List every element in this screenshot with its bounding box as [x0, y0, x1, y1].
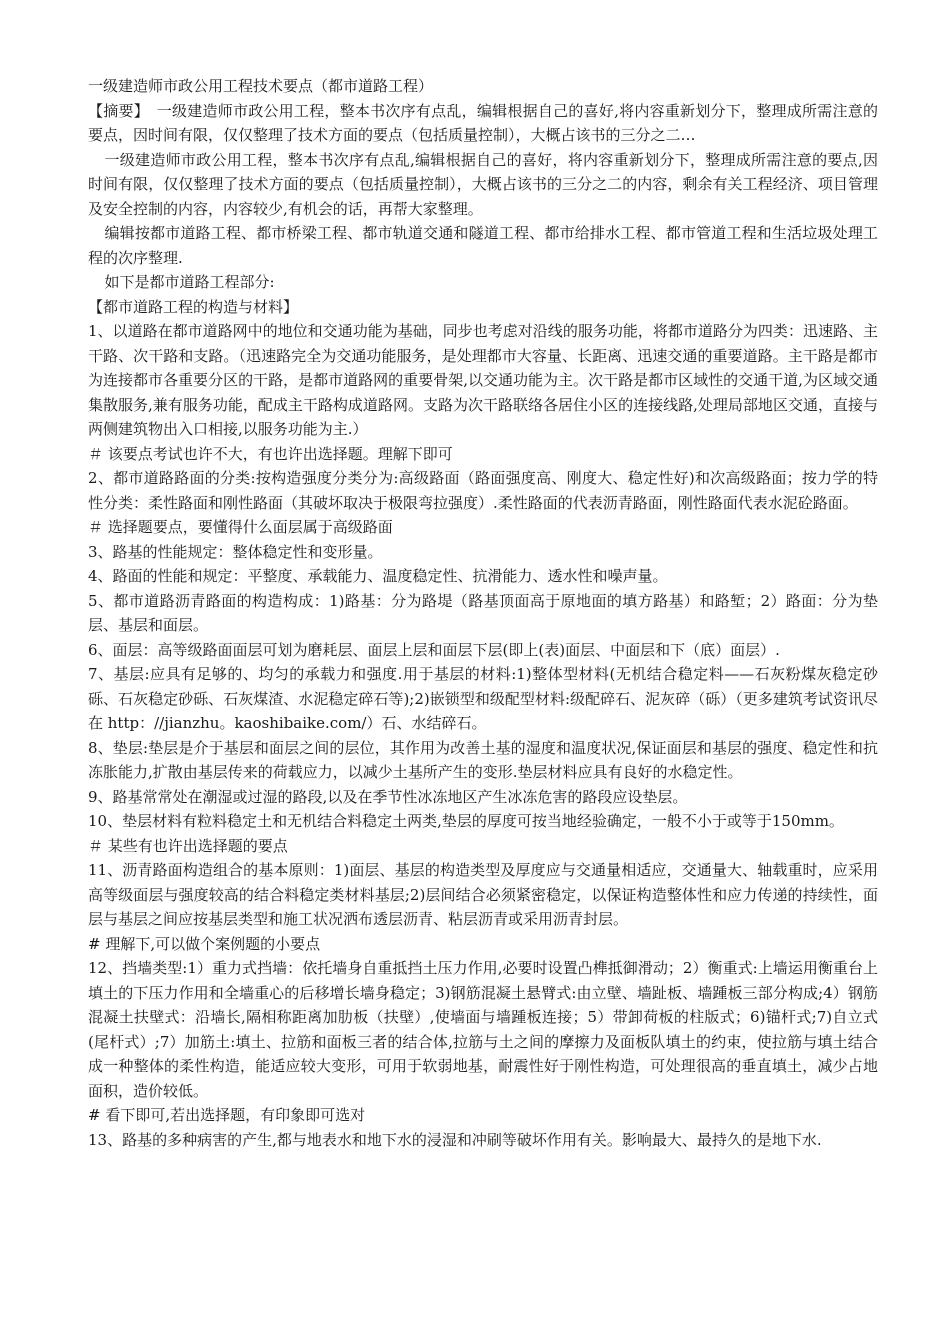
section-heading: 【都市道路工程的构造与材料】 [88, 297, 299, 316]
point-5: 5、都市道路沥青路面的构造构成：1)路基：分为路堤（路基顶面高于原地面的填方路基）和路堑；2）路面：分为垫层、基层和面层。 [88, 591, 878, 634]
point-6: 6、面层：高等级路面面层可划为磨耗层、面层上层和面层下层(即上(表)面层、中面层和下（底）面层）. [88, 640, 780, 659]
note-3: ＃ 某些有也许出选择题的要点 [88, 836, 288, 855]
section-intro: 如下是都市道路工程部分: [104, 273, 275, 291]
point-11: 11、沥青路面构造组合的基本原则：1)面层、基层的构造类型及厚度应与交通量相适应，交通量大、轴载重时，应采用高等级面层与强度较高的结合料稳定类材料基层;2)层间结合必须紧密稳定，以保证构造整体性和应力传递的持续性，面层与基层之间应按基层类型和施工状况洒布透层沥青、粘层沥青或采用沥青封层。 [88, 861, 878, 928]
point-1: 1、以道路在都市道路网中的地位和交通功能为基础，同步也考虑对沿线的服务功能，将都市道路分为四类：迅速路、主干路、次干路和支路。（迅速路完全为交通功能服务，是处理都市大容量、长距离、迅速交通的重要道路。主干路是都市为连接都市各重要分区的干路，是都市道路网的重要骨架,以交通功能为主。次干路是都市区域性的交通干道,为区域交通集散服务,兼有服务功能，配成主干路构成道路网。支路为次干路联络各居住小区的连接线路,处理局部地区交通，直接与两侧建筑物出入口相接,以服务功能为主.） [88, 322, 878, 438]
note-1: ＃ 该要点考试也许不大，有也许出选择题。理解下即可 [88, 444, 453, 463]
order-paragraph: 编辑按都市道路工程、都市桥梁工程、都市轨道交通和隧道工程、都市给排水工程、都市管道工程和生活垃圾处理工程的次序整理. [88, 224, 878, 267]
point-9: 9、路基常常处在潮湿或过湿的路段,以及在季节性冰冻地区产生冰冻危害的路段应设垫层。 [88, 787, 688, 806]
point-13: 13、路基的多种病害的产生,都与地表水和地下水的浸湿和冲刷等破坏作用有关。影响最大、最持久的是地下水. [88, 1130, 822, 1149]
point-3: 3、路基的性能规定：整体稳定性和变形量。 [88, 542, 383, 561]
note-2: ＃ 选择题要点，要懂得什么面层属于高级路面 [88, 518, 393, 536]
note-5: # 看下即可,若出选择题，有印象即可选对 [88, 1106, 366, 1124]
point-12: 12、挡墙类型:1）重力式挡墙：依托墙身自重抵挡土压力作用,必要时设置凸榫抵御滑动；2）衡重式:上墙运用衡重台上填土的下压力作用和全墙重心的后移增长墙身稳定；3)钢筋混凝土悬臂式:由立壁、墙趾板、墙踵板三部分构成;4）钢筋混凝土扶壁式：沿墙长,隔相称距离加肋板（扶壁）,使墙面与墙踵板连接；5）带卸荷板的柱版式；6)锚杆式;7)自立式(尾杆式）;7）加筋土:填土、拉筋和面板三者的结合体,拉筋与土之间的摩擦力及面板队填土的约束，使拉筋与填土结合成一种整体的柔性构造，能适应较大变形，可用于软弱地基，耐震性好于刚性构造，可处理很高的垂直填土，减少占地面积，造价较低。 [88, 959, 878, 1100]
document-title: 一级建造师市政公用工程技术要点（都市道路工程） [88, 77, 434, 95]
intro-paragraph: 一级建造师市政公用工程，整本书次序有点乱,编辑根据自己的喜好，将内容重新划分下，整理成所需注意的要点,因时间有限，仅仅整理了技术方面的要点（包括质量控制），大概占该书的三分之二的内容，剩余有关工程经济、项目管理及安全控制的内容，内容较少,有机会的话，再帮大家整理。 [88, 150, 878, 218]
point-2: 2、都市道路路面的分类:按构造强度分类分为:高级路面（路面强度高、刚度大、稳定性好)和次高级路面；按力学的特性分类：柔性路面和刚性路面（其破坏取决于极限弯拉强度）.柔性路面的代表沥青路面，刚性路面代表水泥砼路面。 [88, 469, 878, 512]
point-7: 7、基层:应具有足够的、均匀的承载力和强度.用于基层的材料:1)整体型材料(无机结合稳定料——石灰粉煤灰稳定砂砾、石灰稳定砂砾、石灰煤渣、水泥稳定碎石等);2)嵌锁型和级配型材料:级配碎石、泥灰碎（砾）（更多建筑考试资讯尽在 http：//jianzhu。kaoshibaike.com/）石、水结碎石。 [88, 665, 878, 732]
document-body [88, 74, 878, 1152]
point-10: 10、垫层材料有粒料稳定土和无机结合料稳定土两类,垫层的厚度可按当地经验确定，一般不小于或等于150mm。 [88, 812, 844, 830]
note-4: # 理解下,可以做个案例题的小要点 [88, 934, 321, 953]
abstract-paragraph: 【摘要】 一级建造师市政公用工程，整本书次序有点乱，编辑根据自己的喜好,将内容重新划分下，整理成所需注意的要点，因时间有限，仅仅整理了技术方面的要点（包括质量控制），大概占该书的三分之二… [88, 101, 878, 144]
point-4: 4、路面的性能和规定：平整度、承载能力、温度稳定性、抗滑能力、透水性和噪声量。 [88, 567, 668, 585]
point-8: 8、垫层:垫层是介于基层和面层之间的层位，其作用为改善土基的湿度和温度状况,保证面层和基层的强度、稳定性和抗冻胀能力,扩散由基层传来的荷载应力，以减少土基所产生的变形.垫层材料应具有良好的水稳定性。 [88, 738, 878, 781]
